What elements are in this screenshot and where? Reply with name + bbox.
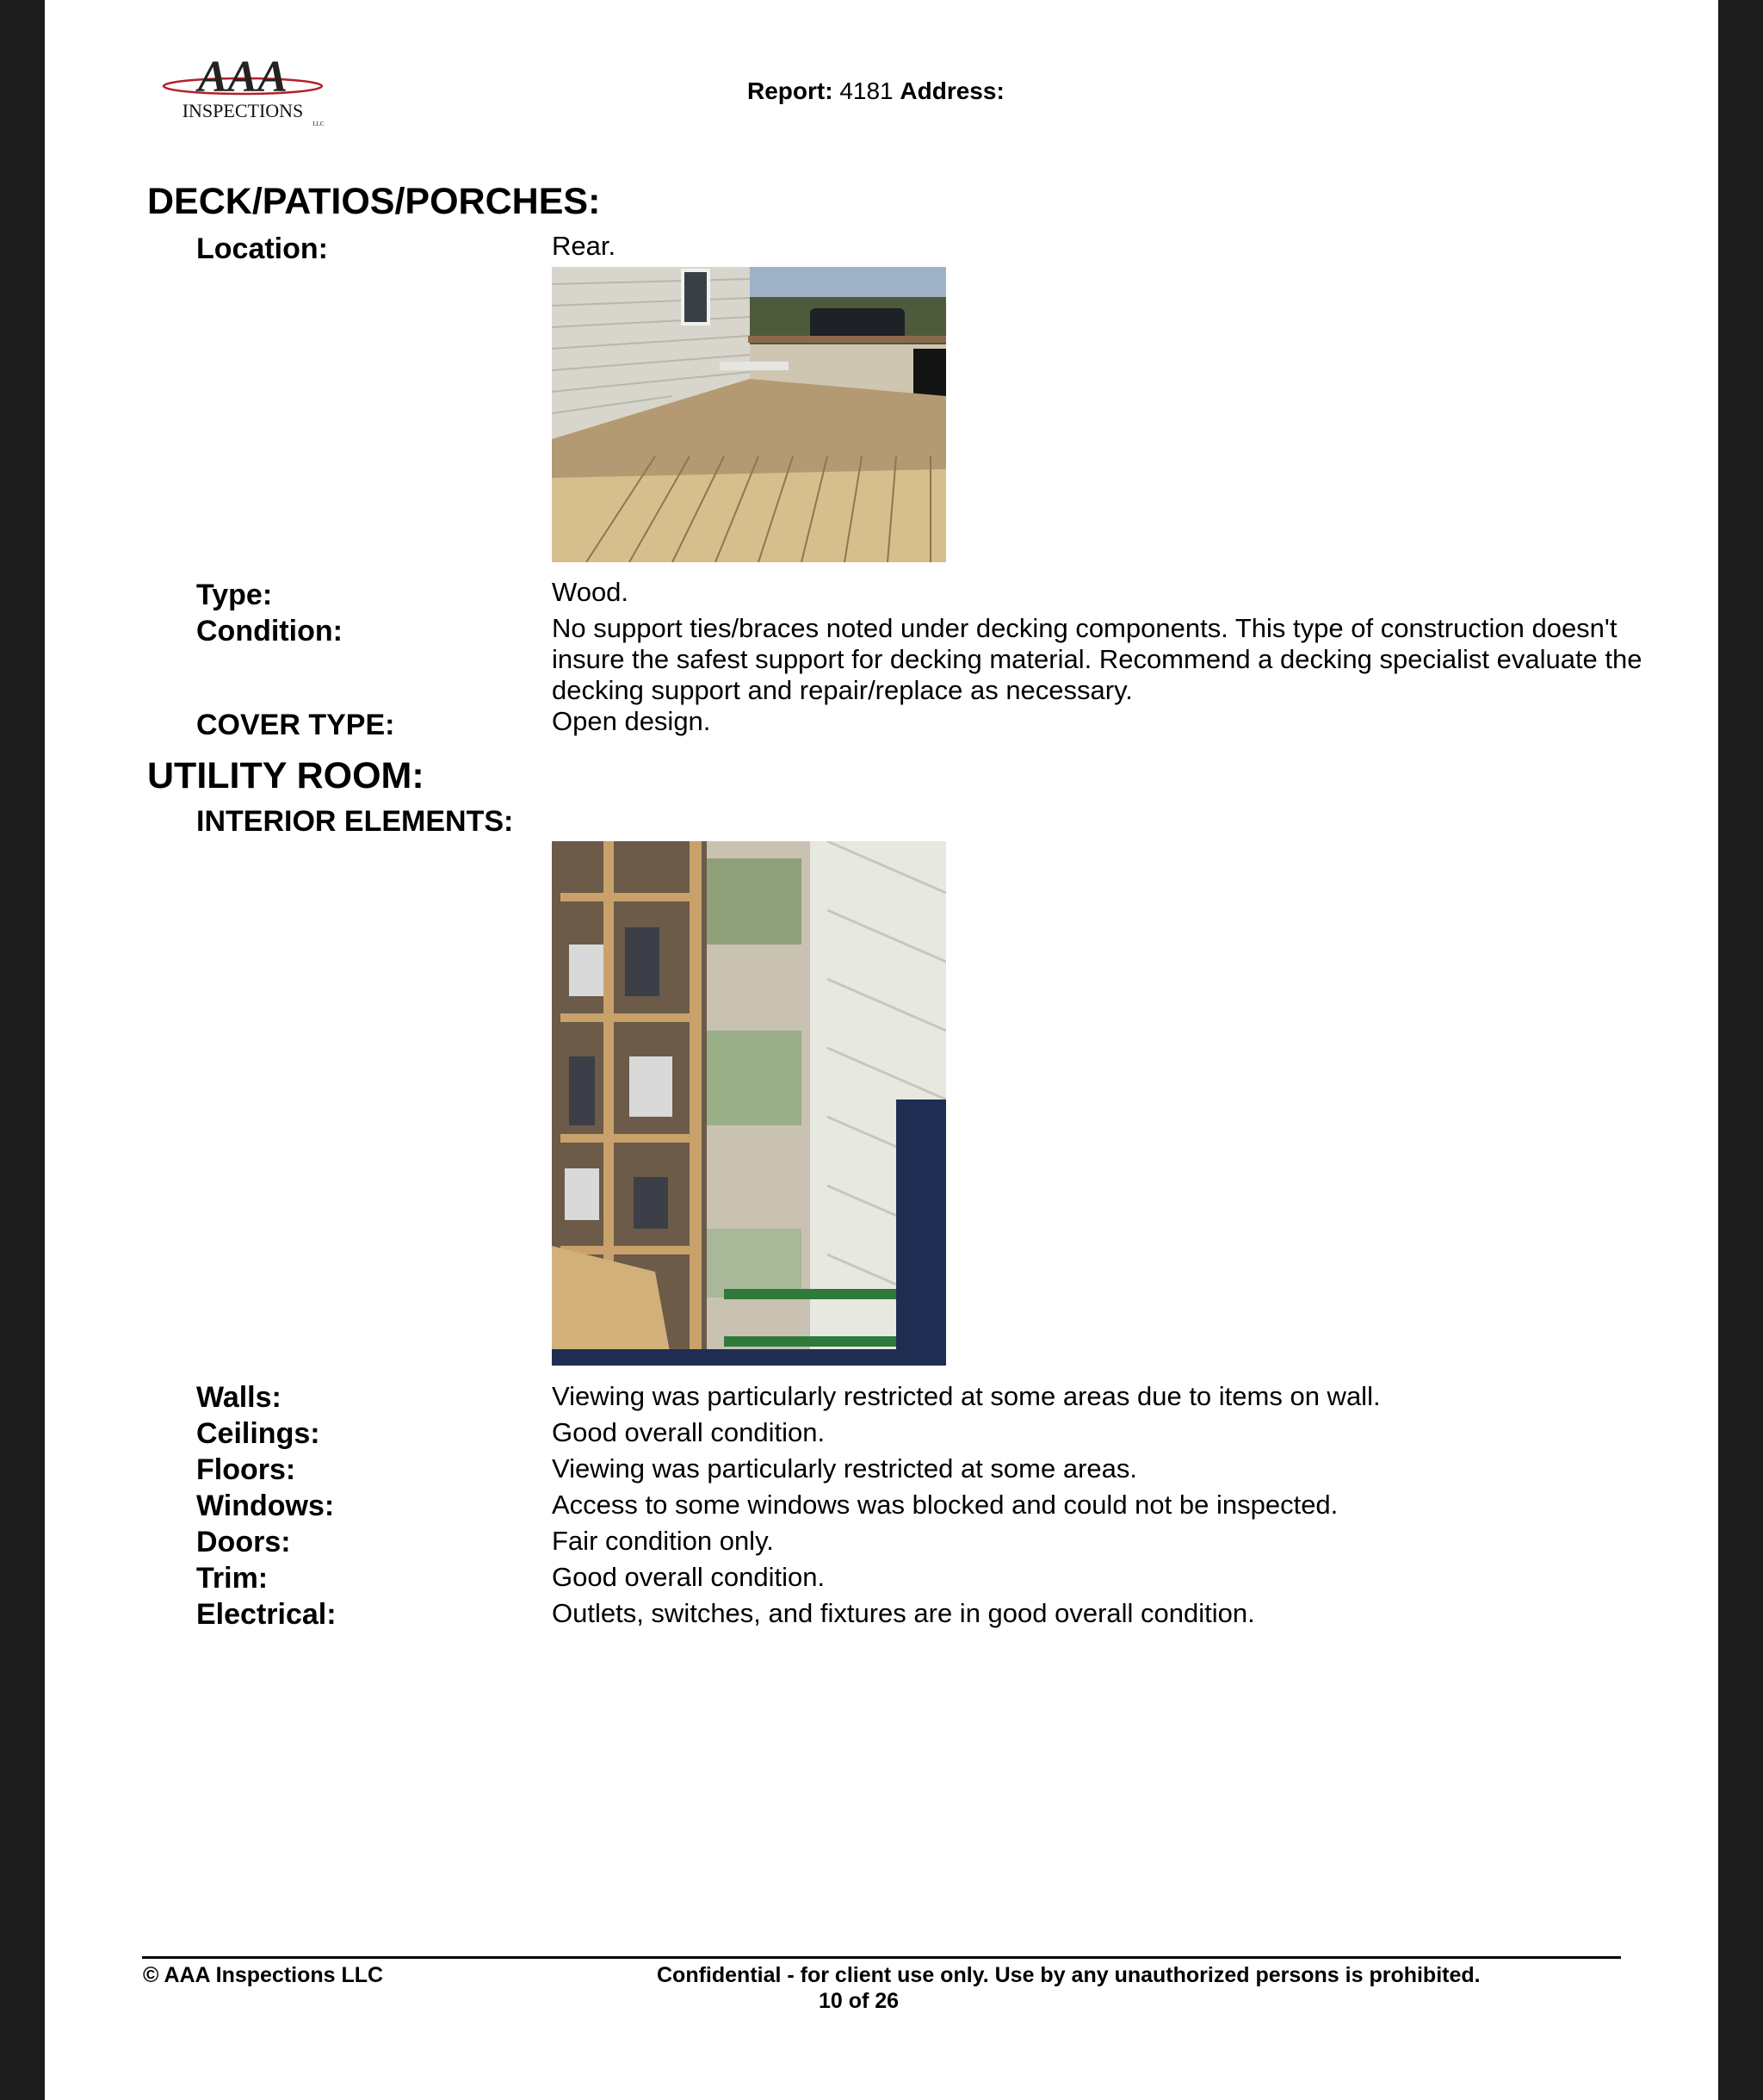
- company-logo: [148, 50, 337, 127]
- deck-type-value: Wood.: [552, 577, 629, 607]
- deck-condition-label: Condition:: [196, 615, 343, 647]
- deck-location-value: Rear.: [552, 231, 616, 261]
- footer-page-number: 10 of 26: [818, 1989, 900, 2013]
- utility-interior-label: INTERIOR ELEMENTS:: [196, 805, 514, 838]
- deck-type-label: Type:: [196, 579, 273, 611]
- trim-label: Trim:: [196, 1562, 269, 1595]
- trim-value: Good overall condition.: [552, 1562, 826, 1592]
- windows-label: Windows:: [196, 1490, 335, 1522]
- utility-section-title: UTILITY ROOM:: [147, 755, 424, 796]
- doors-value: Fair condition only.: [552, 1526, 774, 1556]
- logo-subtext: INSPECTIONS: [182, 100, 304, 121]
- address-label: Address:: [900, 77, 1005, 104]
- ceilings-label: Ceilings:: [196, 1417, 320, 1450]
- floors-label: Floors:: [196, 1453, 296, 1486]
- windows-value: Access to some windows was blocked and could not be inspected.: [552, 1490, 1339, 1520]
- deck-condition-value: No support ties/braces noted under decking components. This type of construction doesn't insure the safest support for decking material. Recommend a decking specialist evaluate the decking support and repair/replace as necessary.: [552, 613, 1642, 705]
- electrical-label: Electrical:: [196, 1598, 337, 1631]
- report-label: Report:: [747, 77, 833, 104]
- report-header-line: [747, 77, 1005, 105]
- ceilings-value: Good overall condition.: [552, 1417, 826, 1447]
- footer-confidential-notice: Confidential - for client use only. Use by any unauthorized persons is prohibited.: [657, 1963, 1481, 1987]
- report-number: 4181: [839, 77, 894, 104]
- walls-value: Viewing was particularly restricted at some areas due to items on wall.: [552, 1381, 1381, 1411]
- deck-cover-type-value: Open design.: [552, 706, 711, 736]
- utility-room-photo: [552, 841, 946, 1366]
- document-page: [45, 0, 1718, 2100]
- deck-cover-type-label: COVER TYPE:: [196, 709, 395, 741]
- logo-graphic: [148, 50, 337, 127]
- logo-llc: LLC: [312, 121, 325, 127]
- deck-location-label: Location:: [196, 232, 328, 265]
- walls-label: Walls:: [196, 1381, 281, 1414]
- electrical-value: Outlets, switches, and fixtures are in good overall condition.: [552, 1598, 1255, 1628]
- logo-text: AAA: [197, 53, 288, 102]
- deck-section-title: DECK/PATIOS/PORCHES:: [147, 181, 601, 222]
- footer-copyright: © AAA Inspections LLC: [143, 1963, 384, 1987]
- footer-divider: [142, 1956, 1621, 1959]
- doors-label: Doors:: [196, 1526, 291, 1558]
- floors-value: Viewing was particularly restricted at some areas.: [552, 1453, 1137, 1484]
- deck-photo: [552, 267, 946, 562]
